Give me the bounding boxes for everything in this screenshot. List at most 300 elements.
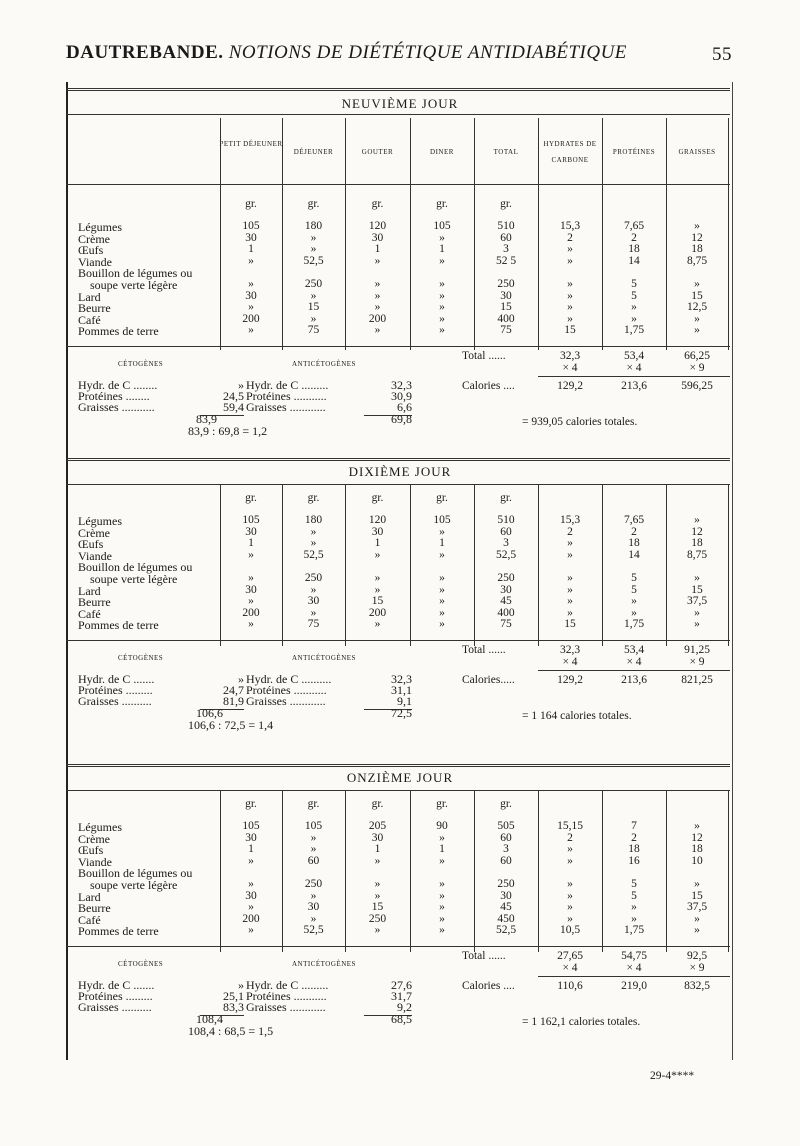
multiplier: × 4 <box>562 362 578 374</box>
table-cell: 30 <box>371 231 384 244</box>
anticeto-label: Protéines ........... <box>246 989 327 1003</box>
table-cell: 105 <box>433 514 451 526</box>
table-cell: 250 <box>497 278 515 290</box>
table-cell: » <box>631 606 637 619</box>
page-number: 55 <box>712 44 732 65</box>
table-cell: » <box>439 301 445 314</box>
table-cell: 52,5 <box>303 254 324 267</box>
food-label: Légumes <box>78 220 122 234</box>
food-label: Crème <box>78 231 110 246</box>
table-cell: 90 <box>436 820 448 832</box>
column-header: GOUTER <box>361 148 394 156</box>
running-header <box>66 42 627 64</box>
table-cell: 5 <box>631 572 637 584</box>
table-cell: 30 <box>245 889 257 902</box>
total-calories: = 939,05 calories totales. <box>522 416 638 428</box>
table-cell: » <box>248 924 254 937</box>
table-cell: 2 <box>631 831 637 844</box>
table-cell: » <box>567 843 573 856</box>
calories-value: 832,5 <box>684 980 710 992</box>
table-cell: » <box>248 548 254 561</box>
multiplier: × 9 <box>689 362 705 374</box>
table-cell: 15,3 <box>559 514 581 526</box>
calories-value: 213,6 <box>621 674 647 686</box>
table-cell: » <box>439 583 445 596</box>
ceto-label: Protéines ......... <box>78 683 153 697</box>
food-label: Viande <box>78 254 112 269</box>
table-cell: » <box>310 583 317 596</box>
table-cell: 1 <box>374 243 381 256</box>
table-cell: » <box>567 537 573 550</box>
food-label: Légumes <box>78 514 122 528</box>
food-label: Œufs <box>78 243 104 258</box>
table-cell: » <box>439 254 445 267</box>
table-cell: » <box>248 595 254 608</box>
table-cell: 12 <box>691 525 703 538</box>
ceto-value: 24,7 <box>223 683 244 697</box>
table-cell: 2 <box>631 231 637 244</box>
unit-label: gr. <box>500 492 512 504</box>
table-cell: 1,75 <box>623 324 645 337</box>
table-cell: 75 <box>307 324 320 337</box>
unit-label: gr. <box>436 198 448 210</box>
table-cell: 30 <box>500 583 512 596</box>
table-cell: » <box>439 618 445 631</box>
table-cell: 30 <box>245 583 257 596</box>
food-label: Viande <box>78 548 112 563</box>
table-cell: » <box>439 595 445 608</box>
table-cell: » <box>694 324 700 337</box>
table-cell: 45 <box>500 901 512 914</box>
table-cell: 5 <box>631 583 637 596</box>
total-value: 32,3 <box>559 644 581 656</box>
table-cell: » <box>248 278 254 290</box>
ceto-label: Protéines ........ <box>78 389 150 403</box>
table-cell: 250 <box>497 572 515 584</box>
calories-value: 129,2 <box>557 674 583 686</box>
table-cell: 18 <box>691 843 703 856</box>
anticeto-sum: 69,8 <box>391 412 412 426</box>
food-label: Beurre <box>78 301 111 316</box>
column-rule <box>474 790 475 952</box>
table-cell: 105 <box>242 820 260 832</box>
table-cell: » <box>374 618 381 631</box>
table-cell: » <box>567 312 573 325</box>
table-cell: 120 <box>368 514 387 526</box>
table-cell: » <box>374 301 381 314</box>
total-value: 91,25 <box>684 644 710 656</box>
table-cell: 15 <box>307 301 320 314</box>
column-rule <box>220 118 221 350</box>
column-header: GRAISSES <box>678 148 716 156</box>
table-cell: 15 <box>371 595 384 608</box>
table-cell: » <box>439 924 445 937</box>
ceto-value: » <box>238 378 244 392</box>
table-cell: 30 <box>245 831 257 844</box>
table-cell: 12 <box>691 831 703 844</box>
table-cell: 75 <box>307 618 320 631</box>
table-cell: » <box>439 324 445 337</box>
table-cell: » <box>374 854 381 867</box>
table-cell: » <box>310 525 317 538</box>
total-value: 27,65 <box>557 950 583 962</box>
table-cell: 30 <box>500 889 512 902</box>
total-value: 32,3 <box>559 350 581 362</box>
table-cell: » <box>694 312 700 325</box>
ratio: 108,4 : 68,5 = 1,5 <box>188 1024 274 1038</box>
header-title: NOTIONS DE DIÉTÉTIQUE ANTIDIABÉTIQUE <box>228 42 627 63</box>
table-cell: » <box>310 912 317 925</box>
total-value: 66,25 <box>684 350 710 362</box>
table-cell: 15,15 <box>557 820 583 832</box>
anticeto-value: 9,1 <box>364 694 412 710</box>
table-cell: 75 <box>500 618 512 631</box>
column-rule <box>220 484 221 646</box>
table-cell: 1 <box>248 537 254 550</box>
food-label: Café <box>78 312 101 327</box>
table-cell: 250 <box>304 572 323 584</box>
total-value: 54,75 <box>621 950 647 962</box>
multiplier: × 4 <box>626 656 642 668</box>
table-cell: 15 <box>691 583 703 596</box>
column-rule <box>410 118 411 350</box>
multiplier: × 4 <box>626 362 642 374</box>
table-cell: » <box>439 878 445 890</box>
unit-label: gr. <box>307 198 320 210</box>
total-calories: = 1 164 calories totales. <box>522 710 632 722</box>
table-cell: 1 <box>248 243 254 256</box>
column-header: PROTÉINES <box>612 148 656 156</box>
column-header: PETIT DÉJEUNER <box>219 140 283 148</box>
table-cell: 1 <box>439 243 445 256</box>
table-cell: 1 <box>439 537 445 550</box>
table-cell: 30 <box>307 595 320 608</box>
table-cell: » <box>567 912 573 925</box>
table-cell: 15,3 <box>559 220 581 232</box>
multiplier: × 4 <box>626 962 642 974</box>
anticeto-label: Hydr. de C ......... <box>246 378 329 392</box>
unit-label: gr. <box>371 492 384 504</box>
table-cell: » <box>439 912 445 925</box>
table-cell: 16 <box>628 854 640 867</box>
table-cell: » <box>374 289 381 302</box>
anticeto-sum: 72,5 <box>391 706 412 720</box>
calories-value: 110,6 <box>557 980 583 992</box>
table-cell: » <box>248 572 254 584</box>
table-cell: 250 <box>304 278 323 290</box>
ratio: 106,6 : 72,5 = 1,4 <box>188 718 274 732</box>
ceto-label: Hydr. de C ....... <box>78 978 155 992</box>
anticetogenes-heading: ANTICÉTOGÈNES <box>292 360 356 368</box>
unit-label: gr. <box>371 798 384 810</box>
table-cell: 105 <box>304 820 323 832</box>
cetogenes-heading: CÉTOGÈNES <box>118 960 164 968</box>
table-cell: » <box>248 618 254 631</box>
table-cell: 52,5 <box>303 924 324 937</box>
table-cell: 450 <box>497 912 515 925</box>
multiplier-rule <box>538 670 730 671</box>
table-cell: 505 <box>497 820 515 832</box>
table-cell: » <box>631 312 637 325</box>
table-cell: » <box>567 289 573 302</box>
table-cell: 7,65 <box>623 514 645 526</box>
table-cell: » <box>374 572 381 584</box>
food-label: Lard <box>78 583 101 598</box>
table-cell: 18 <box>691 537 703 550</box>
section-top-rule <box>66 88 730 91</box>
total-calories: = 1 162,1 calories totales. <box>522 1016 641 1028</box>
multiplier-rule <box>538 376 730 377</box>
table-cell: » <box>439 606 445 619</box>
table-cell: » <box>694 606 700 619</box>
table-cell: 8,75 <box>686 254 708 267</box>
table-cell: » <box>631 301 637 314</box>
table-cell: 15 <box>371 901 384 914</box>
table-cell: 180 <box>304 514 323 526</box>
table-cell: » <box>439 572 445 584</box>
unit-label: gr. <box>500 798 512 810</box>
food-label: Bouillon de légumes ou <box>78 866 193 881</box>
table-cell: 30 <box>371 525 384 538</box>
table-cell: 400 <box>497 312 515 325</box>
column-rule <box>728 790 729 952</box>
column-rule <box>602 484 603 646</box>
total-label: Total ...... <box>462 950 506 962</box>
table-cell: 1 <box>248 843 254 856</box>
table-cell: » <box>567 243 573 256</box>
table-cell: 3 <box>503 243 509 256</box>
ceto-sum: 108,4 <box>196 1012 223 1026</box>
calories-label: Calories .... <box>462 380 515 392</box>
table-cell: 45 <box>500 595 512 608</box>
table-cell: 1 <box>374 843 381 856</box>
calories-value: 129,2 <box>557 380 583 392</box>
food-label: soupe verte légère <box>90 278 178 292</box>
header-bottom-rule <box>66 184 730 185</box>
food-label: soupe verte légère <box>90 572 178 586</box>
table-cell: » <box>439 525 445 538</box>
ceto-value: 24,5 <box>223 389 244 403</box>
table-cell: 5 <box>631 289 637 302</box>
table-cell: » <box>310 312 317 325</box>
table-cell: » <box>567 572 573 584</box>
table-cell: 250 <box>368 912 387 925</box>
cetogenes-heading: CÉTOGÈNES <box>118 654 164 662</box>
anticeto-sum: 68,5 <box>391 1012 412 1026</box>
table-cell: 15 <box>691 289 703 302</box>
table-cell: » <box>567 254 573 267</box>
table-cell: 200 <box>242 606 260 619</box>
column-rule <box>666 118 667 350</box>
table-cell: 12,5 <box>686 301 708 314</box>
table-cell: » <box>248 901 254 914</box>
table-cell: 60 <box>500 831 512 844</box>
multiplier-rule <box>538 976 730 977</box>
column-rule <box>345 790 346 952</box>
table-cell: 1,75 <box>623 924 645 937</box>
calories-label: Calories .... <box>462 980 515 992</box>
column-rule <box>666 484 667 646</box>
table-cell: 200 <box>368 606 387 619</box>
table-cell: 205 <box>368 820 387 832</box>
table-cell: 18 <box>628 537 640 550</box>
table-cell: » <box>567 278 573 290</box>
calories-value: 219,0 <box>621 980 647 992</box>
table-cell: » <box>248 878 254 890</box>
table-cell: » <box>310 537 317 550</box>
table-cell: » <box>694 572 700 584</box>
table-cell: » <box>439 278 445 290</box>
totals-rule <box>66 946 730 947</box>
table-cell: » <box>631 912 637 925</box>
ceto-sum: 83,9 <box>196 412 217 426</box>
column-rule <box>728 118 729 350</box>
table-cell: » <box>310 843 317 856</box>
anticeto-value: 9,2 <box>364 1000 412 1016</box>
table-cell: » <box>374 278 381 290</box>
anticeto-value: 31,7 <box>391 989 412 1003</box>
table-cell: 12 <box>691 231 703 244</box>
table-cell: » <box>310 889 317 902</box>
section-top-rule <box>66 764 730 767</box>
table-cell: 180 <box>304 220 323 232</box>
food-label: soupe verte légère <box>90 878 178 892</box>
table-cell: 250 <box>497 878 515 890</box>
section-title-rule <box>66 484 730 485</box>
food-label: Crème <box>78 831 110 846</box>
table-cell: 14 <box>628 548 640 561</box>
table-cell: » <box>631 595 637 608</box>
anticetogenes-heading: ANTICÉTOGÈNES <box>292 654 356 662</box>
anticeto-label: Hydr. de C .......... <box>246 672 332 686</box>
table-cell: 52,5 <box>495 548 517 561</box>
table-cell: 52 5 <box>495 254 517 267</box>
table-cell: » <box>694 820 700 832</box>
column-rule <box>728 484 729 646</box>
table-cell: 2 <box>567 831 573 844</box>
table-cell: » <box>248 854 254 867</box>
table-cell: 30 <box>500 289 512 302</box>
table-cell: 250 <box>304 878 323 890</box>
table-cell: » <box>310 231 317 244</box>
food-label: Pommes de terre <box>78 618 159 633</box>
table-cell: » <box>567 854 573 867</box>
unit-label: gr. <box>436 492 448 504</box>
column-rule <box>538 118 539 350</box>
table-cell: » <box>439 854 445 867</box>
table-cell: 200 <box>368 312 387 325</box>
table-cell: 15 <box>500 301 512 314</box>
food-label: Bouillon de légumes ou <box>78 560 193 575</box>
table-cell: » <box>439 312 445 325</box>
food-label: Café <box>78 912 101 927</box>
table-cell: » <box>567 889 573 902</box>
table-cell: 2 <box>567 525 573 538</box>
column-rule <box>282 790 283 952</box>
calories-value: 821,25 <box>681 674 713 686</box>
table-cell: 15 <box>564 324 576 337</box>
column-rule <box>345 118 346 350</box>
ceto-value: » <box>238 978 244 992</box>
cetogenes-heading: CÉTOGÈNES <box>118 360 164 368</box>
ceto-label: Hydr. de C ....... <box>78 672 155 686</box>
anticeto-value: 31,1 <box>391 683 412 697</box>
table-cell: 105 <box>242 220 260 232</box>
table-cell: » <box>439 889 445 902</box>
column-rule <box>410 484 411 646</box>
table-cell: » <box>310 243 317 256</box>
anticeto-label: Protéines ........... <box>246 389 327 403</box>
table-cell: 60 <box>307 854 320 867</box>
food-label: Œufs <box>78 537 104 552</box>
ceto-label: Graisses .......... <box>78 694 152 708</box>
table-cell: 1 <box>439 843 445 856</box>
table-cell: » <box>694 278 700 290</box>
column-rule <box>474 484 475 646</box>
ceto-label: Protéines ......... <box>78 989 153 1003</box>
table-cell: 5 <box>631 878 637 890</box>
food-label: Pommes de terre <box>78 924 159 939</box>
food-label: Beurre <box>78 901 111 916</box>
table-cell: 10 <box>691 854 703 867</box>
table-cell: 8,75 <box>686 548 708 561</box>
column-header: DINER <box>430 148 454 156</box>
table-cell: » <box>439 901 445 914</box>
ceto-value: 25,1 <box>223 989 244 1003</box>
table-cell: » <box>567 583 573 596</box>
column-header: HYDRATES DE CARBONE <box>543 140 597 164</box>
total-value: 92,5 <box>686 950 708 962</box>
food-label: Lard <box>78 889 101 904</box>
ceto-value: 59,4 <box>200 400 244 416</box>
total-value: 53,4 <box>623 644 645 656</box>
table-cell: » <box>694 924 700 937</box>
table-cell: 7 <box>631 820 637 832</box>
food-label: Œufs <box>78 843 104 858</box>
multiplier: × 4 <box>562 656 578 668</box>
anticeto-value: 30,9 <box>391 389 412 403</box>
table-cell: » <box>439 231 445 244</box>
table-cell: 510 <box>497 220 515 232</box>
calories-label: Calories..... <box>462 674 515 686</box>
column-rule <box>220 790 221 952</box>
food-label: Beurre <box>78 595 111 610</box>
table-cell: 3 <box>503 537 509 550</box>
food-label: Viande <box>78 854 112 869</box>
table-cell: » <box>567 595 573 608</box>
table-cell: » <box>374 878 381 890</box>
table-cell: 18 <box>628 243 640 256</box>
column-rule <box>602 790 603 952</box>
table-cell: 30 <box>245 289 257 302</box>
table-cell: » <box>567 548 573 561</box>
table-cell: 52,5 <box>495 924 517 937</box>
section-title-rule <box>66 790 730 791</box>
anticeto-label: Hydr. de C ......... <box>246 978 329 992</box>
anticeto-value: 6,6 <box>364 400 412 416</box>
table-cell: » <box>374 889 381 902</box>
table-cell: » <box>439 548 445 561</box>
table-cell: » <box>374 548 381 561</box>
table-cell: 105 <box>433 220 451 232</box>
section-title: NEUVIÈME JOUR <box>341 96 459 111</box>
table-cell: » <box>631 901 637 914</box>
table-cell: 75 <box>500 324 512 337</box>
table-cell: 18 <box>628 843 640 856</box>
table-cell: » <box>374 324 381 337</box>
table-cell: 30 <box>245 525 257 538</box>
table-cell: 7,65 <box>623 220 645 232</box>
